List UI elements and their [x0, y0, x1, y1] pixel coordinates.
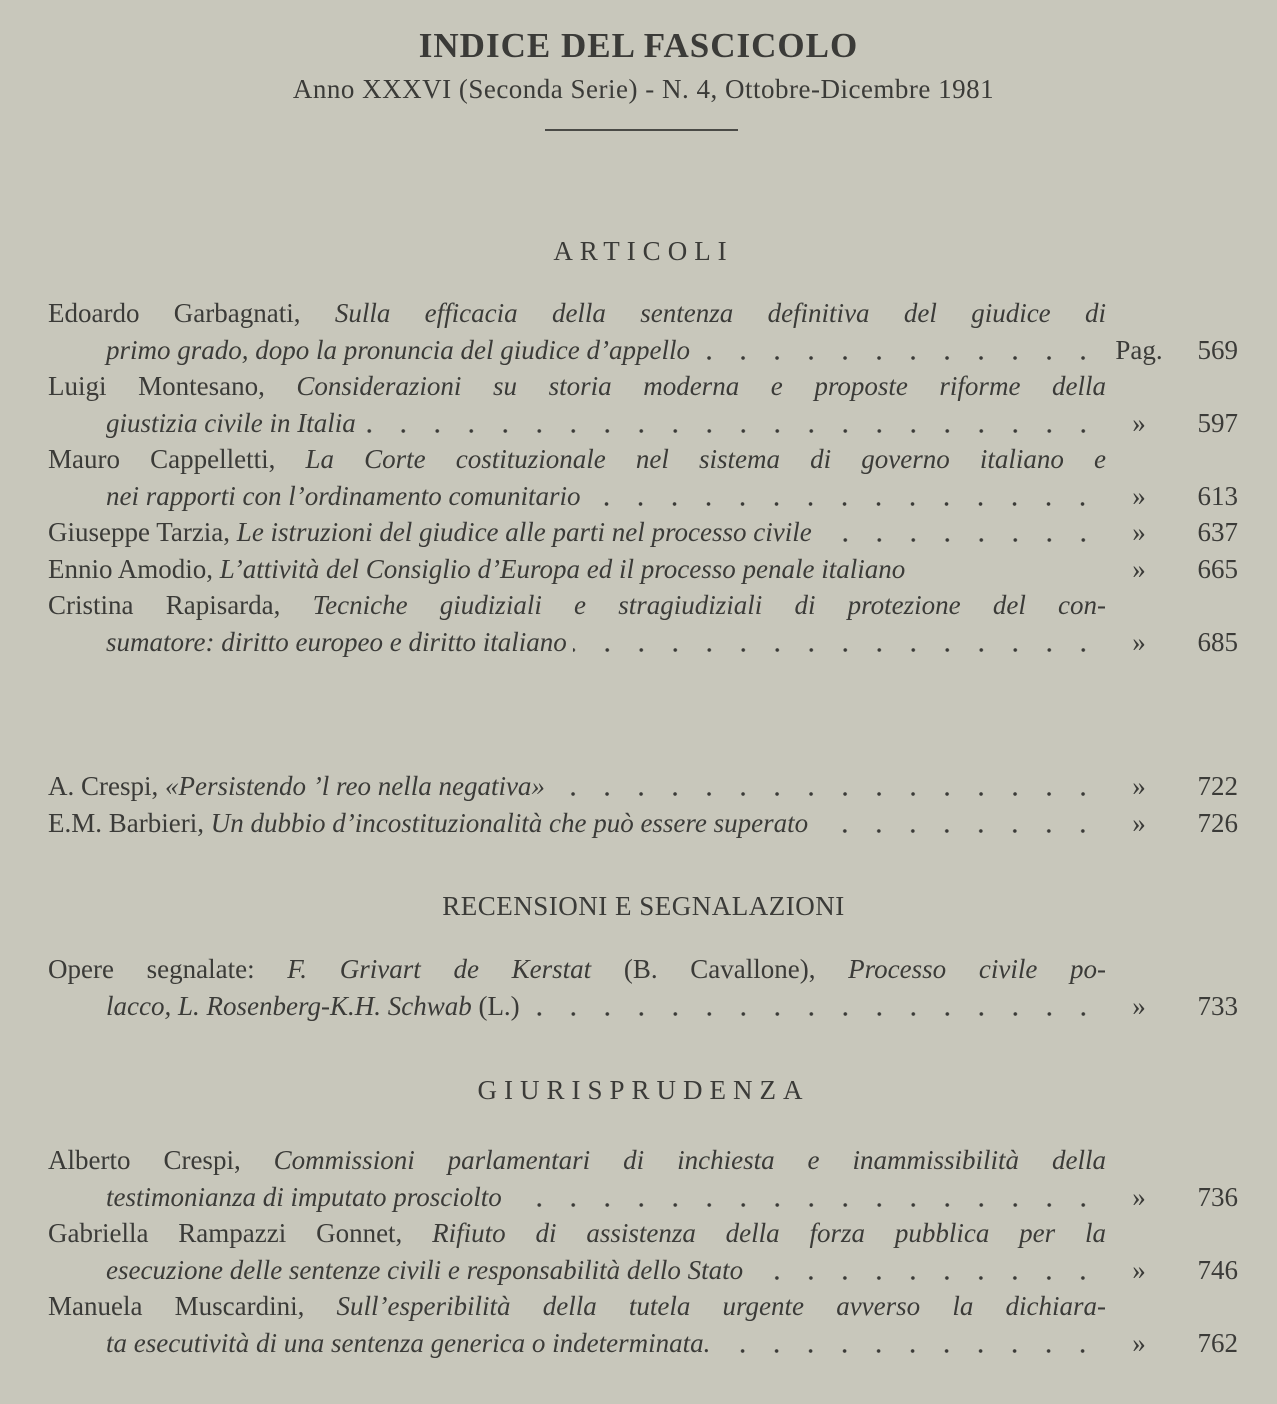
index-title: INDICE DEL FASCICOLO — [418, 26, 859, 65]
entry-line-continuation — [48, 624, 1238, 661]
entry-title-text: Considerazioni su storia moderna e proposte riforme della — [296, 371, 1106, 401]
dot-leader — [526, 988, 1100, 1024]
page-number: 726 — [1197, 807, 1238, 838]
page-number: 685 — [1197, 626, 1238, 657]
page-marker: Pag. — [1115, 334, 1163, 365]
dot-leader — [508, 1179, 1100, 1215]
entry-title-text: Sulla efficacia della sentenza definitiva del giudice di — [334, 298, 1106, 328]
entry-line-author-title — [48, 951, 1238, 988]
entry-title-text: L’attività del Consiglio d’Europa ed il processo penale italiano — [219, 553, 906, 584]
section-heading-recensioni: RECENSIONI E SEGNALAZIONI — [442, 891, 845, 921]
entry-line-author-title — [48, 768, 1238, 805]
page-number: 762 — [1197, 1327, 1238, 1358]
justified-text — [48, 441, 1106, 478]
entry-title-text: Un dubbio d’incostituzionalità che può essere superato — [210, 807, 809, 838]
entry-line-continuation — [48, 478, 1238, 515]
entry-line-continuation — [48, 332, 1238, 369]
page-number: 665 — [1197, 553, 1238, 584]
dot-leader — [573, 624, 1100, 660]
entry-title-text: nei rapporti con l’ordinamento comunitario — [106, 480, 581, 511]
entry-title-text: ta esecutività di una sentenza generica o indeterminata. — [106, 1327, 711, 1358]
toc-entry — [48, 551, 1238, 588]
page-number: 637 — [1197, 517, 1238, 547]
toc-entry — [48, 805, 1238, 842]
entry-author: Opere segnalate: — [48, 954, 288, 984]
entry-line-author-title — [48, 587, 1238, 624]
page-marker: » — [1132, 807, 1146, 838]
entry-line-author-title — [48, 1142, 1238, 1179]
toc-entry — [48, 587, 1238, 660]
page-marker: » — [1132, 626, 1146, 657]
divider — [545, 129, 738, 131]
entry-title-text: (L.) — [478, 990, 520, 1021]
entry-title-text: primo grado, dopo la pronuncia del giudice d’appello — [106, 334, 690, 365]
entry-title-text: esecuzione delle sentenze civili e responsabilità dello Stato — [106, 1254, 744, 1285]
entry-title-text: giustizia civile in Italia — [106, 407, 356, 438]
page-marker: » — [1132, 1254, 1146, 1285]
entry-author: Edoardo Garbagnati, — [48, 298, 335, 328]
entry-title-text: lacco, L. Rosenberg-K.H. Schwab — [106, 990, 479, 1021]
entry-author: Luigi Montesano, — [48, 371, 297, 401]
dot-leader — [362, 405, 1100, 441]
entry-line-author-title — [48, 551, 1238, 588]
page-number: 569 — [1197, 334, 1238, 365]
justified-text — [48, 295, 1106, 332]
entry-line-author-title — [48, 805, 1238, 842]
issue-subtitle: Anno XXXVI (Seconda Serie) - N. 4, Ottobre-Dicembre 1981 — [292, 74, 995, 104]
entry-list — [48, 295, 1238, 660]
justified-text — [48, 1288, 1106, 1325]
toc-entry — [48, 1288, 1238, 1361]
dot-leader — [749, 1252, 1100, 1288]
entry-line-continuation — [48, 988, 1238, 1025]
entry-author: Gabriella Rampazzi Gonnet, — [48, 1218, 433, 1248]
page-number: 733 — [1197, 990, 1238, 1021]
entry-title-text: Processo civile po- — [848, 954, 1106, 984]
page-number: 736 — [1197, 1181, 1238, 1212]
dot-leader — [716, 1325, 1100, 1361]
entry-author: A. Crespi, — [48, 771, 165, 801]
entry-line-author-title — [48, 441, 1238, 478]
toc-entry — [48, 1215, 1238, 1288]
page-number: 613 — [1197, 480, 1238, 511]
entry-title-text: «Persistendo ’l reo nella negativa» — [165, 771, 545, 801]
entry-line-continuation — [48, 1252, 1238, 1289]
toc-entry — [48, 768, 1238, 805]
section-heading-giurisprudenza: GIURISPRUDENZA — [477, 1075, 810, 1105]
dot-leader — [814, 805, 1100, 841]
toc-entry — [48, 951, 1238, 1024]
entry-title-text: Rifiuto di assistenza della forza pubblica per la — [432, 1218, 1106, 1248]
entry-title-text: testimonianza di imputato prosciolto — [106, 1181, 502, 1212]
justified-text — [48, 587, 1106, 624]
page-marker: » — [1132, 1181, 1146, 1212]
dot-leader — [696, 332, 1100, 368]
justified-text — [48, 368, 1106, 405]
dot-leader — [818, 514, 1100, 550]
entry-title-text: F. Grivart de Kerstat — [287, 954, 624, 984]
toc-entry — [48, 514, 1238, 551]
entry-title-text: Sull’esperibilità della tutela urgente avverso la dichiara- — [336, 1291, 1106, 1321]
section-heading-articoli: ARTICOLI — [553, 236, 734, 266]
entry-line-author-title — [48, 1215, 1238, 1252]
entry-title-text: Commissioni parlamentari di inchiesta e inammissibilità della — [273, 1145, 1106, 1175]
entry-author: Alberto Crespi, — [48, 1145, 274, 1175]
entry-author: Mauro Cappelletti, — [48, 444, 306, 474]
toc-entry — [48, 295, 1238, 368]
toc-entry — [48, 368, 1238, 441]
entry-title-text: Le istruzioni del giudice alle parti nel processo civile — [236, 517, 812, 547]
page-marker: » — [1132, 517, 1146, 547]
justified-text — [48, 1142, 1106, 1179]
entry-line-continuation — [48, 1325, 1238, 1362]
entry-list — [48, 768, 1238, 841]
entry-title-text: (B. Cavallone), — [623, 954, 849, 984]
justified-text — [48, 951, 1106, 988]
entry-line-continuation — [48, 405, 1238, 442]
page-marker: » — [1132, 407, 1146, 438]
page-marker: » — [1132, 771, 1146, 801]
entry-line-continuation — [48, 1179, 1238, 1216]
dot-leader — [551, 768, 1100, 804]
page-number: 597 — [1197, 407, 1238, 438]
toc-entry — [48, 441, 1238, 514]
entry-author: Ennio Amodio, — [48, 553, 220, 584]
entry-title-text: Tecniche giudiziali e stragiudiziali di protezione del con- — [312, 590, 1106, 620]
entry-line-author-title — [48, 514, 1238, 551]
page-marker: » — [1132, 990, 1146, 1021]
justified-text — [48, 1215, 1106, 1252]
page-marker: » — [1132, 553, 1146, 584]
page-marker: » — [1132, 1327, 1146, 1358]
entry-author: Giuseppe Tarzia, — [48, 517, 237, 547]
page-number: 746 — [1197, 1254, 1238, 1285]
entry-line-author-title — [48, 1288, 1238, 1325]
page-number: 722 — [1197, 771, 1238, 801]
entry-list — [48, 951, 1238, 1024]
entry-title-text: sumatore: diritto europeo e diritto italiano — [106, 626, 567, 657]
dot-leader — [586, 478, 1100, 514]
entry-author: Manuela Muscardini, — [48, 1291, 337, 1321]
entry-line-author-title — [48, 295, 1238, 332]
entry-line-author-title — [48, 368, 1238, 405]
toc-entry — [48, 1142, 1238, 1215]
page-marker: » — [1132, 480, 1146, 511]
entry-title-text: La Corte costituzionale nel sistema di governo italiano e — [305, 444, 1106, 474]
entry-author: Cristina Rapisarda, — [48, 590, 313, 620]
entry-list — [48, 1142, 1238, 1361]
entry-author: E.M. Barbieri, — [48, 807, 211, 838]
